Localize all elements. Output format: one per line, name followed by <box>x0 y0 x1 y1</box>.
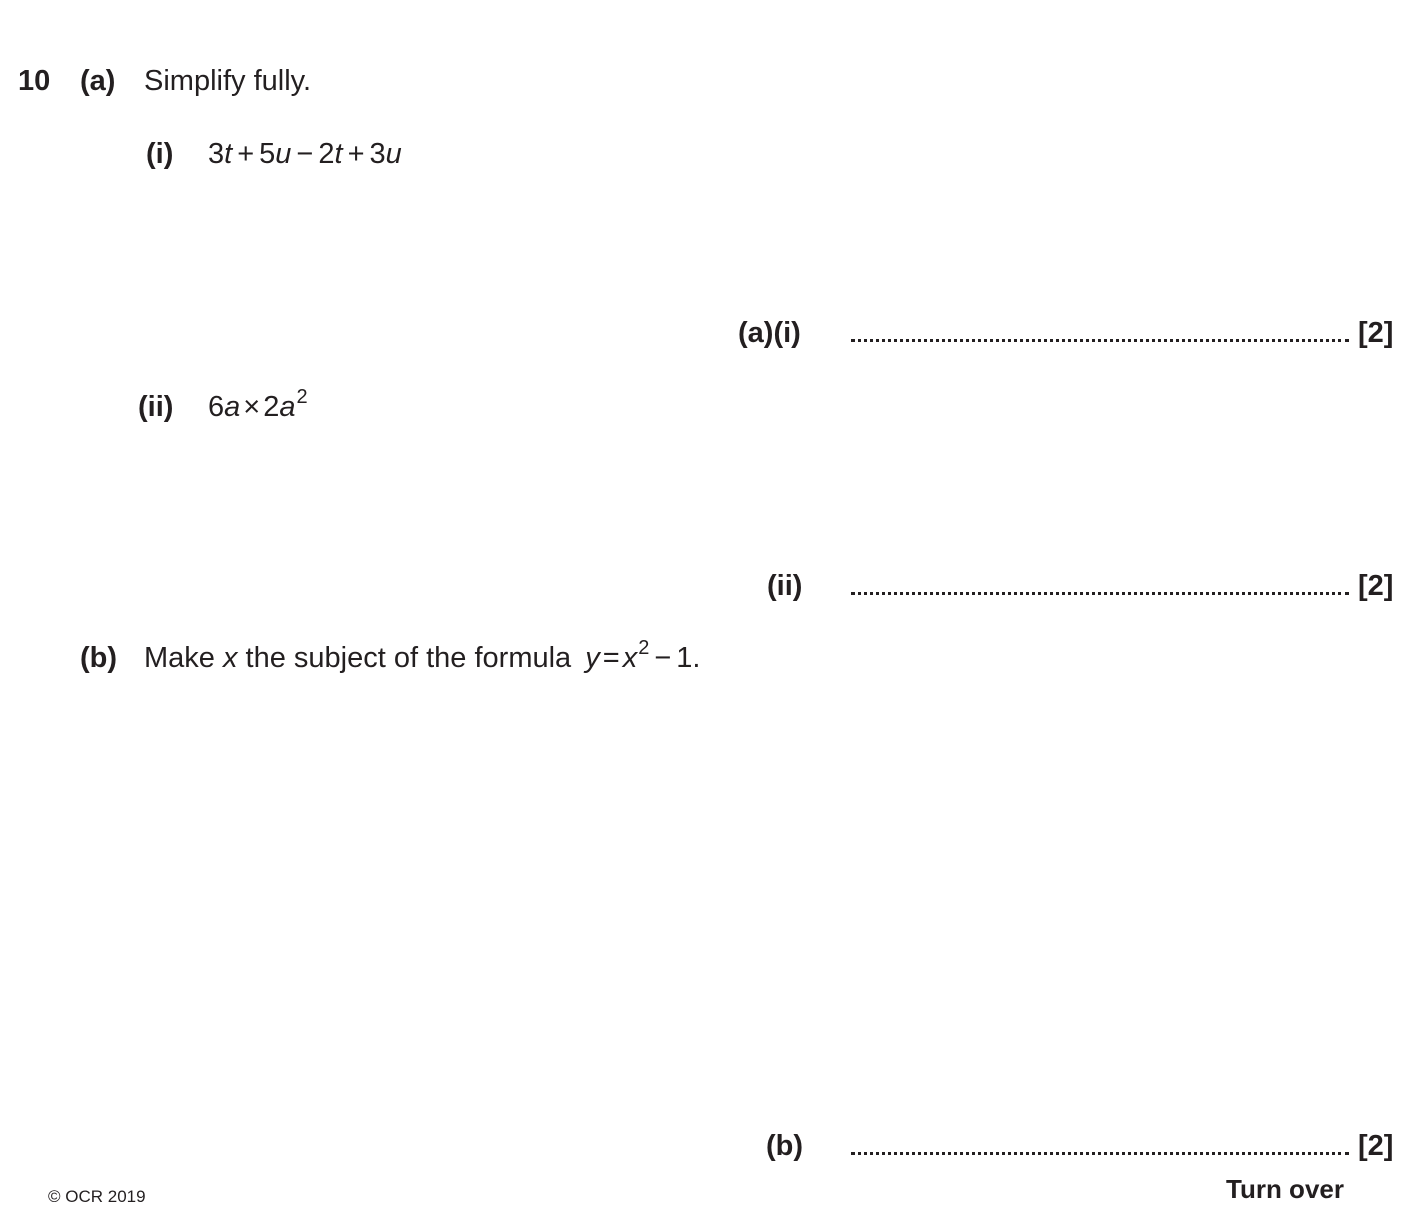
part-b-question: Make x the subject of the formula $y = x^2 - 1$. <box>144 637 701 674</box>
part-a-label: (a) <box>80 65 116 97</box>
answer-label-a-ii: (ii) <box>767 570 803 602</box>
sub-i-expression: 3t + 5u − 2t + 3u <box>208 138 402 170</box>
sub-ii-expression: $6a \times 2a^2$ <box>208 386 308 423</box>
part-b-formula: $y = x^2 - 1$. <box>585 637 701 674</box>
question-number: 10 <box>18 65 51 97</box>
answer-label-a-i: (a)(i) <box>738 317 801 349</box>
copyright: © OCR 2019 <box>48 1187 146 1206</box>
turn-over: Turn over <box>1226 1174 1344 1204</box>
answer-line-b[interactable] <box>851 1152 1349 1155</box>
part-a-instruction: Simplify fully. <box>144 65 312 97</box>
answer-line-a-i[interactable] <box>851 339 1349 342</box>
answer-line-a-ii[interactable] <box>851 592 1349 595</box>
marks-a-i: [2] <box>1358 317 1394 349</box>
part-b-label: (b) <box>80 642 118 674</box>
sub-ii-label: (ii) <box>138 391 174 423</box>
part-b-variable-x: x <box>222 642 238 674</box>
sub-i-label: (i) <box>146 138 174 170</box>
marks-b: [2] <box>1358 1130 1394 1162</box>
marks-a-ii: [2] <box>1358 570 1394 602</box>
answer-label-b: (b) <box>766 1130 804 1162</box>
